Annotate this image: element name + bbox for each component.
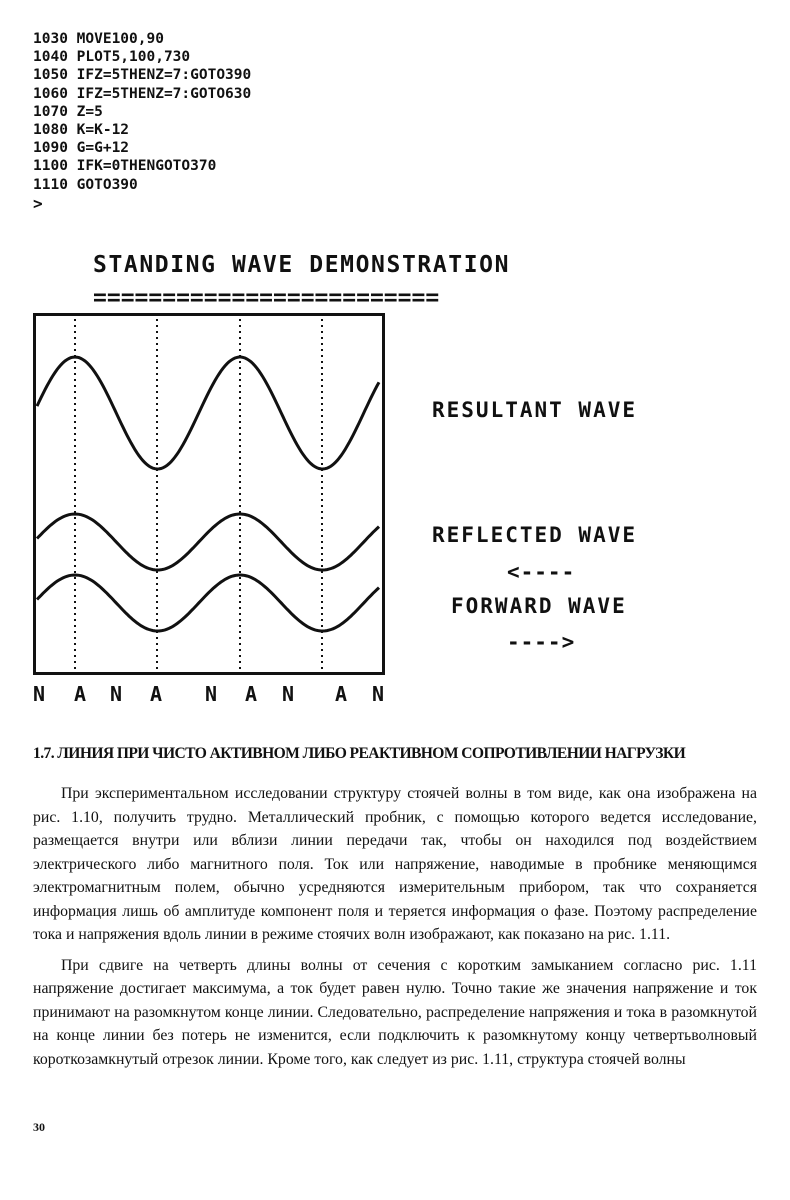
forward-wave-line (37, 575, 379, 631)
arrow-right: ----> (507, 630, 576, 654)
paragraph: При экспериментальном исследовании структуру стоячей волны в том виде, как она изображена на рис. 1.10, получить трудно. Металлический пробник, с помощью которого ведется исследование, размещается внутри или вблизи линии передачи так, чтобы он находился под воздействием электрического либо магнитного поля. Ток или напряжение, наводимые в пробнике меняющимся электромагнитным полем, обычно усредняются измерительным прибором, так что сохраняется информация лишь об амплитуде компонент поля и теряется информация о фазе. Поэтому распределение тока и напряжения вдоль линии в режиме стоячих волн изображают, как показано на рис. 1.11. (33, 785, 757, 943)
code-line: 1040 PLOT5,100,730 (33, 49, 191, 66)
node-label: N (110, 682, 123, 706)
label-reflected-wave: REFLECTED WAVE (432, 523, 638, 547)
code-line: 1030 MOVE100,90 (33, 31, 164, 47)
node-grid-lines (75, 319, 322, 669)
reflected-wave-line (37, 514, 379, 570)
code-line: 1110 GOTO390 (33, 176, 138, 193)
node-labels (0, 682, 790, 712)
code-line: 1070 Z=5 (33, 103, 103, 120)
code-line: 1060 IFZ=5THENZ=7:GOTO630 (33, 85, 252, 102)
standing-wave-plot (33, 313, 385, 675)
node-label: N (33, 682, 46, 706)
node-label: N (205, 682, 218, 706)
arrow-left: <---- (507, 560, 576, 584)
wave-series (37, 357, 379, 631)
node-label: N (282, 682, 295, 706)
paragraph: При сдвиге на четверть длины волны от сечения с коротким замыканием согласно рис. 1.11 напряжение достигает максимума, а ток будет равен нулю. Точно такие же значения напряжение и ток принимают на разомкнутом конце линии. Следовательно, распределение напряжения и тока в разомкнутой на конце линии без потерь не изменится, если подключить к разомкнутому концу четвертьволновый короткозамкнутый отрезок линии. Кроме того, как следует из рис. 1.11, структура стоячей волны (33, 956, 757, 1068)
resultant-wave-line (37, 357, 379, 469)
node-label: A (335, 682, 348, 706)
label-forward-wave: FORWARD WAVE (451, 594, 627, 618)
label-resultant-wave: RESULTANT WAVE (432, 398, 638, 422)
command-prompt: > (33, 194, 43, 213)
code-line: 1050 IFZ=5THENZ=7:GOTO390 (33, 67, 252, 84)
demo-title: STANDING WAVE DEMONSTRATION (93, 252, 511, 278)
code-line: 1080 K=K-12 (33, 122, 130, 139)
node-label: A (245, 682, 258, 706)
basic-code-listing (33, 30, 251, 194)
node-label: A (150, 682, 163, 706)
section-heading: 1.7. ЛИНИЯ ПРИ ЧИСТО АКТИВНОМ ЛИБО РЕАКТИВНОМ СОПРОТИВЛЕНИИ НАГРУЗКИ (33, 745, 686, 762)
node-label: A (74, 682, 87, 706)
body-text (33, 782, 757, 1078)
plot-frame (35, 315, 384, 674)
code-line: 1100 IFK=0THENGOTO370 (33, 158, 217, 175)
code-line: 1090 G=G+12 (33, 140, 130, 157)
node-label: N (372, 682, 385, 706)
page-number: 30 (33, 1120, 45, 1134)
demo-title-underline: ========================= (93, 285, 440, 311)
